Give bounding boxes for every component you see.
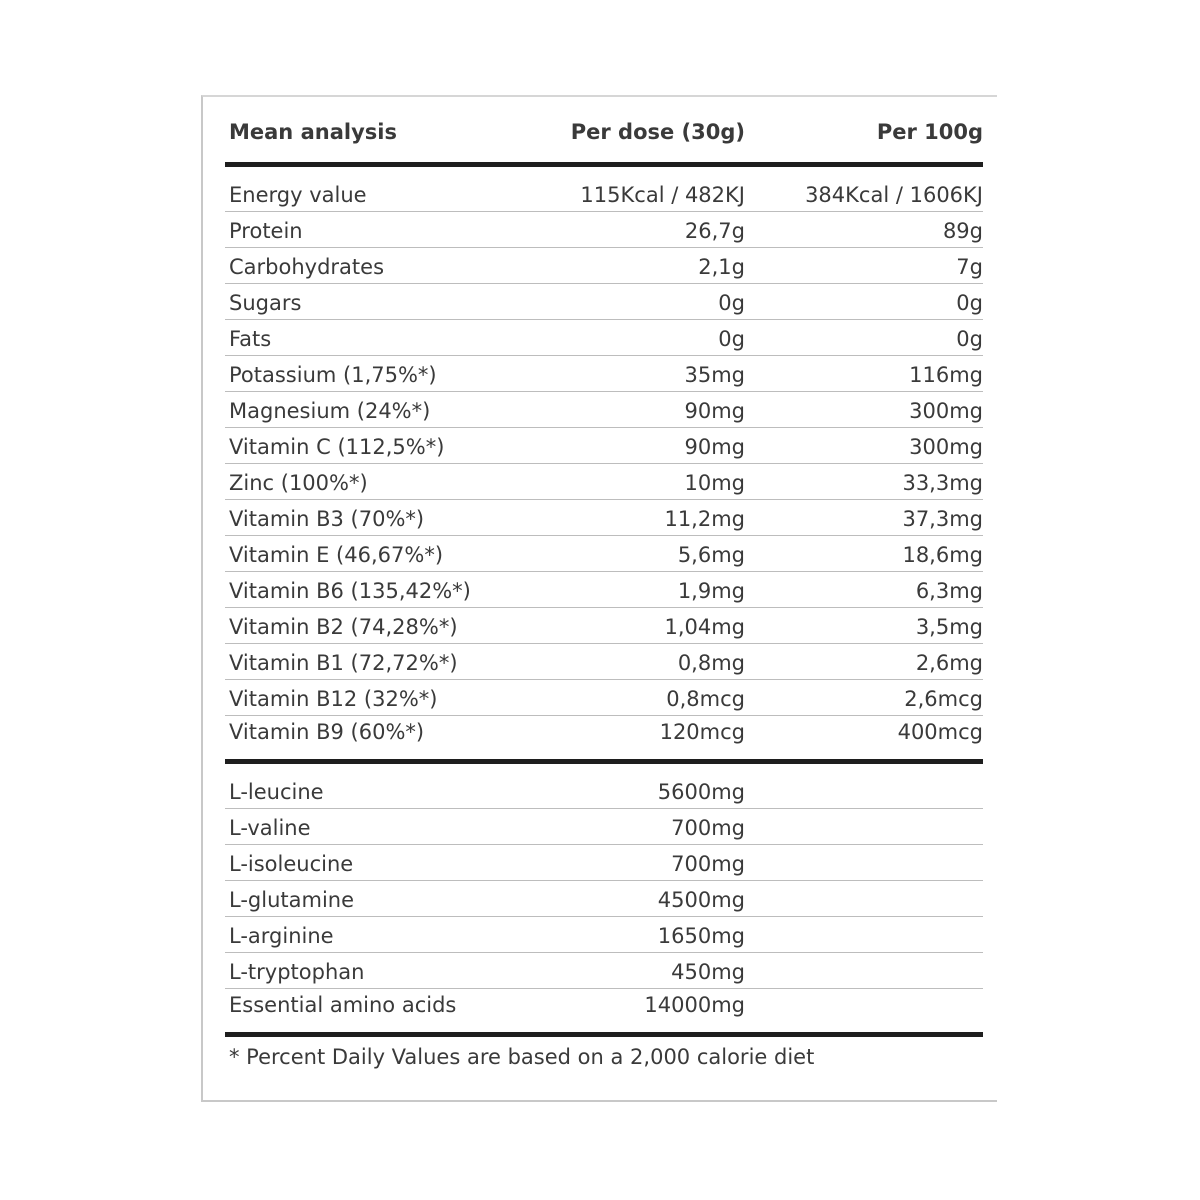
section-gap	[225, 764, 983, 773]
amino-acid-row	[225, 809, 983, 845]
nutrients-section	[225, 176, 983, 764]
header-per-dose: Per dose (30g)	[570, 119, 745, 144]
cell-per-100g: 18,6mg	[902, 542, 983, 567]
cell-name: Vitamin B1 (72,72%*)	[229, 650, 458, 675]
cell-per-dose: 26,7g	[684, 218, 745, 243]
cell-name: Potassium (1,75%*)	[229, 362, 437, 387]
footnote: * Percent Daily Values are based on a 2,000 calorie diet	[229, 1045, 815, 1069]
cell-per-dose: 115Kcal / 482KJ	[580, 182, 745, 207]
cell-name: Vitamin B6 (135,42%*)	[229, 578, 471, 603]
cell-name: Sugars	[229, 290, 302, 315]
cell-per-dose: 90mg	[684, 434, 745, 459]
header-mean-analysis: Mean analysis	[229, 119, 397, 144]
cell-per-100g: 89g	[942, 218, 983, 243]
nutrient-row	[225, 680, 983, 716]
cell-per-100g: 300mg	[909, 398, 983, 423]
cell-per-dose: 1650mg	[657, 923, 745, 948]
header-gap	[225, 167, 983, 176]
cell-per-100g: 37,3mg	[902, 506, 983, 531]
nutrition-panel	[201, 95, 997, 1102]
nutrient-row	[225, 536, 983, 572]
cell-per-dose: 5600mg	[657, 779, 745, 804]
cell-per-dose: 700mg	[671, 851, 745, 876]
cell-name: L-tryptophan	[229, 959, 365, 984]
nutrient-row	[225, 356, 983, 392]
cell-per-dose: 700mg	[671, 815, 745, 840]
nutrient-row	[225, 716, 983, 764]
cell-per-dose: 120mcg	[659, 720, 745, 744]
cell-per-dose: 1,04mg	[664, 614, 745, 639]
cell-name: Vitamin B9 (60%*)	[229, 720, 425, 744]
cell-name: L-glutamine	[229, 887, 355, 912]
cell-per-dose: 1,9mg	[677, 578, 745, 603]
cell-name: L-isoleucine	[229, 851, 354, 876]
cell-per-dose: 14000mg	[644, 993, 745, 1017]
cell-per-100g: 300mg	[909, 434, 983, 459]
cell-per-dose: 35mg	[684, 362, 745, 387]
cell-name: Vitamin E (46,67%*)	[229, 542, 444, 567]
amino-acid-row	[225, 773, 983, 809]
amino-acid-row	[225, 845, 983, 881]
amino-acid-row	[225, 953, 983, 989]
nutrient-row	[225, 428, 983, 464]
cell-per-dose: 90mg	[684, 398, 745, 423]
cell-per-dose: 450mg	[671, 959, 745, 984]
cell-per-100g: 2,6mcg	[904, 686, 983, 711]
cell-per-dose: 0g	[718, 290, 745, 315]
table-header	[225, 97, 983, 167]
nutrient-row	[225, 320, 983, 356]
cell-per-100g: 2,6mg	[915, 650, 983, 675]
cell-name: L-valine	[229, 815, 311, 840]
nutrient-row	[225, 644, 983, 680]
cell-per-dose: 0,8mcg	[666, 686, 745, 711]
nutrient-row	[225, 176, 983, 212]
cell-per-dose: 4500mg	[657, 887, 745, 912]
cell-name: Magnesium (24%*)	[229, 398, 431, 423]
nutrient-row	[225, 248, 983, 284]
cell-name: Fats	[229, 326, 272, 351]
cell-per-dose: 2,1g	[698, 254, 745, 279]
nutrient-row	[225, 500, 983, 536]
cell-per-100g: 384Kcal / 1606KJ	[805, 182, 983, 207]
cell-name: Essential amino acids	[229, 993, 457, 1017]
cell-per-100g: 6,3mg	[915, 578, 983, 603]
cell-name: Energy value	[229, 182, 367, 207]
cell-per-dose: 11,2mg	[664, 506, 745, 531]
nutrient-row	[225, 464, 983, 500]
cell-name: Vitamin B3 (70%*)	[229, 506, 425, 531]
cell-name: Zinc (100%*)	[229, 470, 368, 495]
cell-name: Protein	[229, 218, 303, 243]
nutrient-row	[225, 284, 983, 320]
cell-per-100g: 7g	[956, 254, 983, 279]
cell-per-100g: 0g	[956, 290, 983, 315]
nutrient-row	[225, 392, 983, 428]
cell-name: Carbohydrates	[229, 254, 385, 279]
header-per-100g: Per 100g	[876, 119, 983, 144]
amino-acid-row	[225, 917, 983, 953]
amino-acid-row	[225, 989, 983, 1037]
cell-per-dose: 0g	[718, 326, 745, 351]
cell-name: Vitamin B2 (74,28%*)	[229, 614, 458, 639]
cell-per-100g	[745, 989, 983, 993]
cell-per-100g: 3,5mg	[915, 614, 983, 639]
cell-per-100g: 0g	[956, 326, 983, 351]
amino-acid-row	[225, 881, 983, 917]
nutrient-row	[225, 212, 983, 248]
nutrient-row	[225, 572, 983, 608]
nutrition-table	[225, 97, 983, 1037]
amino-acids-section	[225, 773, 983, 1037]
cell-name: Vitamin C (112,5%*)	[229, 434, 445, 459]
cell-per-100g: 116mg	[909, 362, 983, 387]
cell-name: L-leucine	[229, 779, 324, 804]
cell-name: L-arginine	[229, 923, 334, 948]
cell-per-dose: 5,6mg	[677, 542, 745, 567]
cell-name: Vitamin B12 (32%*)	[229, 686, 438, 711]
nutrient-row	[225, 608, 983, 644]
cell-per-100g: 33,3mg	[902, 470, 983, 495]
cell-per-100g: 400mcg	[897, 720, 983, 744]
cell-per-dose: 0,8mg	[677, 650, 745, 675]
cell-per-dose: 10mg	[684, 470, 745, 495]
